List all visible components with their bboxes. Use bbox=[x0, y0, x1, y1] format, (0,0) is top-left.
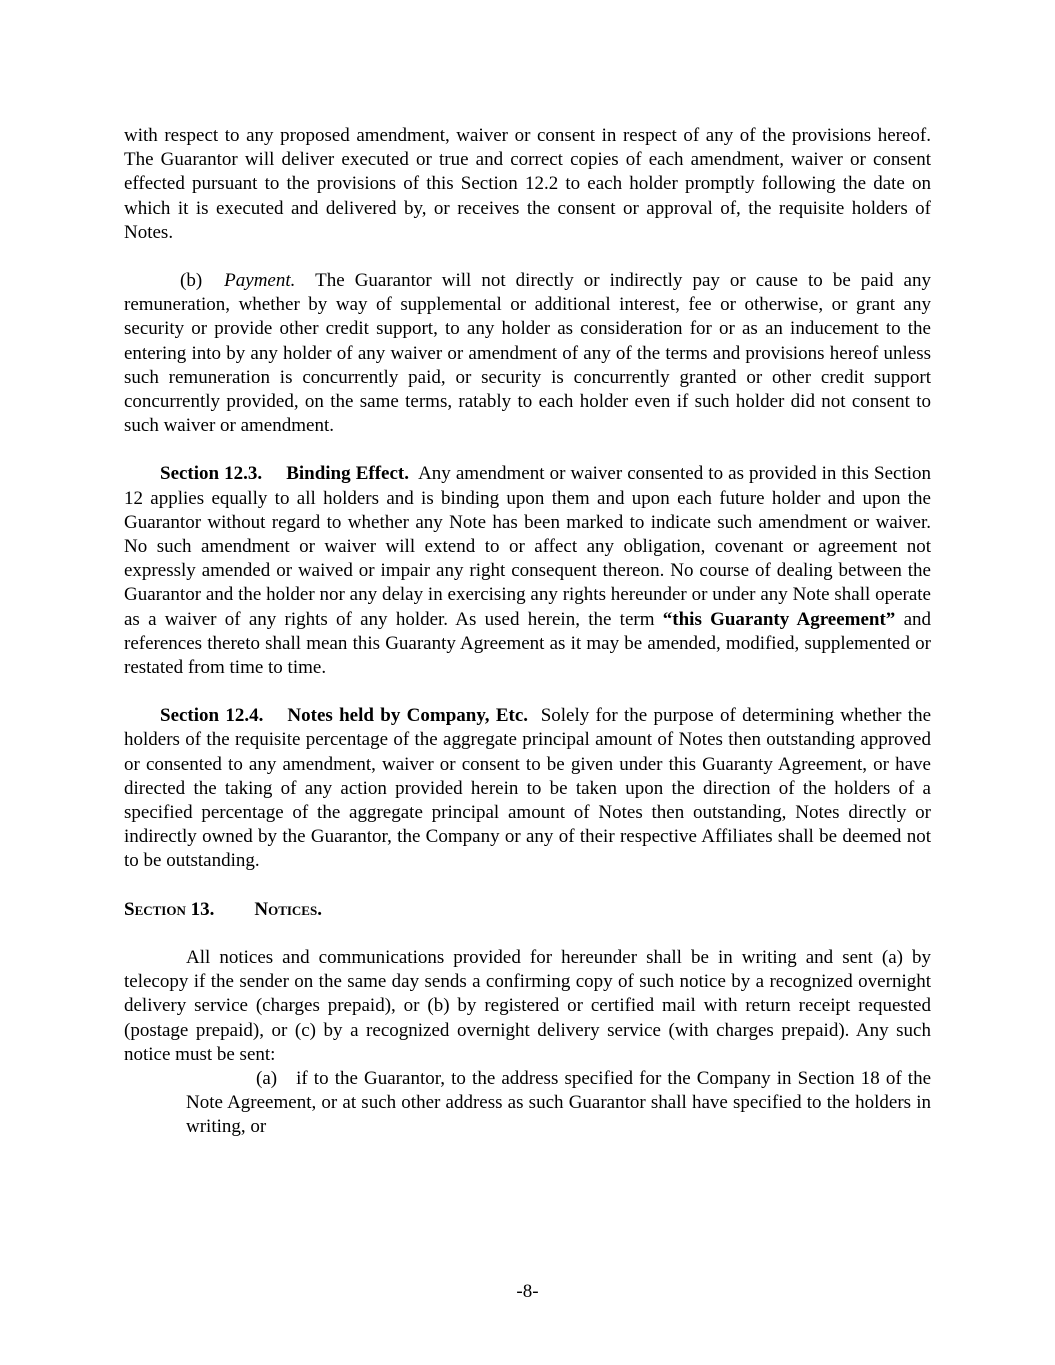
payment-label: (b) bbox=[180, 270, 203, 292]
section-12-3-number: Section 12.3. bbox=[160, 463, 263, 485]
section-13-number: Section 13. bbox=[124, 898, 215, 920]
payment-paragraph bbox=[124, 269, 931, 438]
notice-item-a-text: if to the Guarantor, to the address specified for the Company in Section 18 of the Note Agreement, or at such other address as such Guarantor shall have specified to the holders in writing, or bbox=[186, 1067, 931, 1138]
continuation-paragraph: with respect to any proposed amendment, waiver or consent in respect of any of the provisions hereof. The Guarantor will deliver executed or true and correct copies of each amendment, waiver or consent effected pursuant to the provisions of this Section 12.2 to each holder promptly following the date on which it is executed and delivered by, or receives the consent or approval of, the requisite holders of Notes. bbox=[124, 125, 931, 243]
payment-text: The Guarantor will not directly or indirectly pay or cause to be paid any remuneration, whether by way of supplemental or additional interest, fee or otherwise, or grant any security or provide other credit support, to any holder as consideration for or as an inducement to the entering into by any holder of any waiver or amendment of any of the terms and provisions hereof unless such remuneration is concurrently paid, or security is concurrently granted or other credit support concurrently provided, on the same terms, ratably to each holder even if such holder did not consent to such waiver or amendment. bbox=[124, 270, 931, 437]
payment-heading: Payment. bbox=[224, 270, 296, 292]
section-12-4-paragraph bbox=[124, 704, 931, 873]
section-12-3-text-before: Any amendment or waiver consented to as provided in this Section 12 applies equally to all holders and is binding upon them and upon each future holder and upon the Guarantor without regard to whether any Note has been marked to indicate such amendment or waiver. No such amendment or waiver will extend to or affect any obligation, covenant or agreement not expressly amended or waived or impair any right consequent thereon. No course of dealing between the Guarantor and the holder nor any delay in exercising any rights hereunder or under any Note shall operate as a waiver of any rights of any holder. As used herein, the term bbox=[124, 463, 932, 630]
section-12-3-heading: Binding Effect. bbox=[286, 463, 409, 485]
section-12-3-paragraph bbox=[124, 462, 931, 680]
defined-term: “this Guaranty Agreement” bbox=[662, 608, 896, 630]
section-12-3-text-after: and references thereto shall mean this Guaranty Agreement as it may be amended, modified, supplemented or restated from time to time. bbox=[124, 608, 932, 679]
document-body bbox=[124, 124, 931, 1140]
section-13-title: Notices. bbox=[254, 898, 322, 920]
notices-intro-paragraph: All notices and communications provided for hereunder shall be in writing and sent (a) by telecopy if the sender on the same day sends a confirming copy of such notice by a recognized overnight delivery service (charges prepaid), or (b) by registered or certified mail with return receipt requested (postage prepaid), or (c) by a recognized overnight delivery service (with charges prepaid). Any such notice must be sent: bbox=[124, 946, 931, 1065]
notice-item-a-label: (a) bbox=[256, 1067, 278, 1089]
section-12-4-heading: Notes held by Company, Etc. bbox=[287, 705, 529, 727]
section-12-4-text: Solely for the purpose of determining whether the holders of the requisite percentage of the aggregate principal amount of Notes then outstanding approved or consented to any amendment, waiver or consent to be given under this Guaranty Agreement, or have directed the taking of any action provided herein to be taken upon the direction of the holders of a specified percentage of the aggregate principal amount of Notes then outstanding, Notes directly or indirectly owned by the Guarantor, the Company or any of their respective Affiliates shall be deemed not to be outstanding. bbox=[124, 705, 932, 872]
section-12-4-number: Section 12.4. bbox=[160, 705, 264, 727]
page-number: -8- bbox=[516, 1281, 539, 1302]
section-13-heading bbox=[124, 898, 931, 922]
notice-item-a bbox=[186, 1067, 931, 1140]
